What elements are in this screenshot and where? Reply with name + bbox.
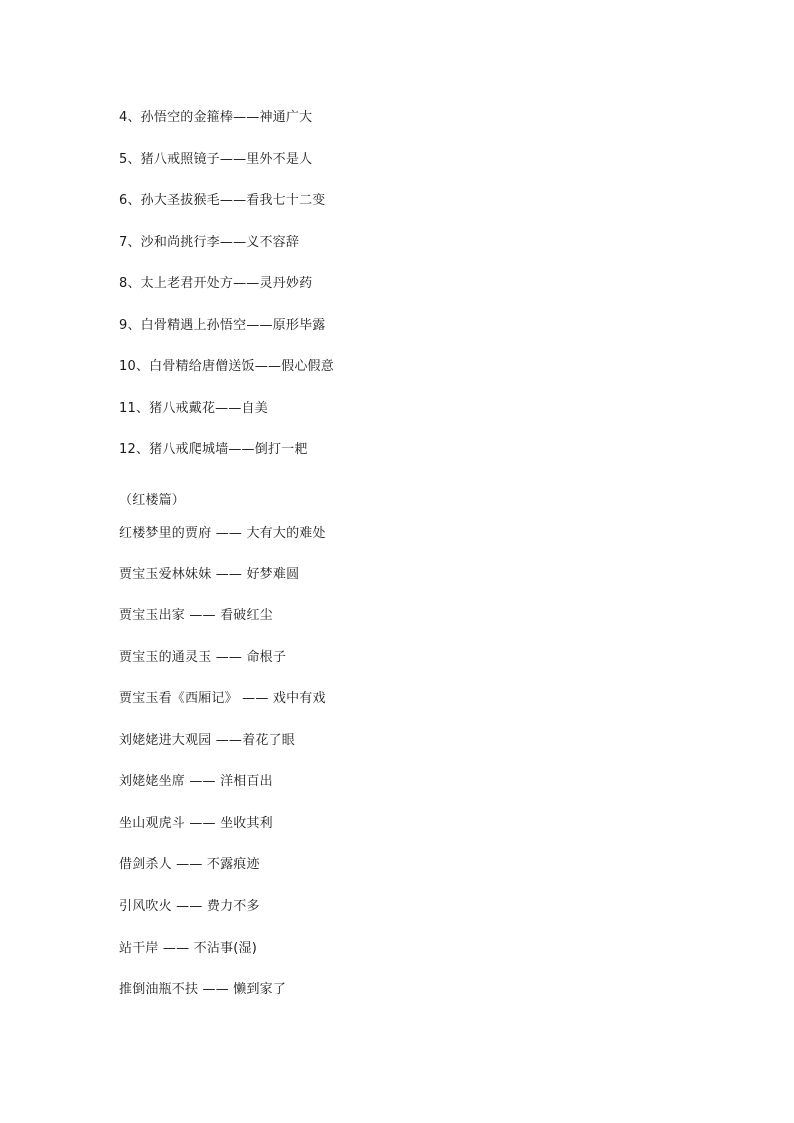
- honglou-item: 借剑杀人 —— 不露痕迹: [119, 857, 260, 872]
- honglou-item: 坐山观虎斗 —— 坐收其利: [119, 816, 273, 831]
- xiyou-item: 7、沙和尚挑行李——义不容辞: [119, 235, 300, 250]
- xiyou-item: 10、白骨精给唐僧送饭——假心假意: [119, 359, 334, 374]
- honglou-item: 贾宝玉出家 —— 看破红尘: [119, 608, 273, 623]
- xiyou-item: 6、孙大圣拔猴毛——看我七十二变: [119, 193, 326, 208]
- honglou-item: 红楼梦里的贾府 —— 大有大的难处: [119, 526, 326, 541]
- honglou-item: 引风吹火 —— 费力不多: [119, 899, 260, 914]
- xiyou-item: 5、猪八戒照镜子——里外不是人: [119, 152, 313, 167]
- honglou-item: 推倒油瓶不扶 —— 懒到家了: [119, 982, 287, 997]
- xiyou-item: 12、猪八戒爬城墙——倒打一耙: [119, 442, 308, 457]
- xiyou-item: 9、白骨精遇上孙悟空——原形毕露: [119, 318, 326, 333]
- honglou-item: 刘姥姥坐席 —— 洋相百出: [119, 774, 273, 789]
- honglou-item: 贾宝玉爱林妹妹 —— 好梦难圆: [119, 567, 300, 582]
- section-heading-honglou: （红楼篇）: [119, 493, 186, 508]
- xiyou-item: 4、孙悟空的金箍棒——神通广大: [119, 110, 313, 125]
- honglou-item: 贾宝玉看《西厢记》 —— 戏中有戏: [119, 691, 326, 706]
- xiyou-item: 11、猪八戒戴花——自美: [119, 401, 268, 416]
- xiyou-item: 8、太上老君开处方——灵丹妙药: [119, 276, 313, 291]
- honglou-item: 贾宝玉的通灵玉 —— 命根子: [119, 650, 287, 665]
- honglou-item: 站干岸 —— 不沾事(湿): [119, 941, 258, 956]
- honglou-item: 刘姥姥进大观园 ——着花了眼: [119, 733, 295, 748]
